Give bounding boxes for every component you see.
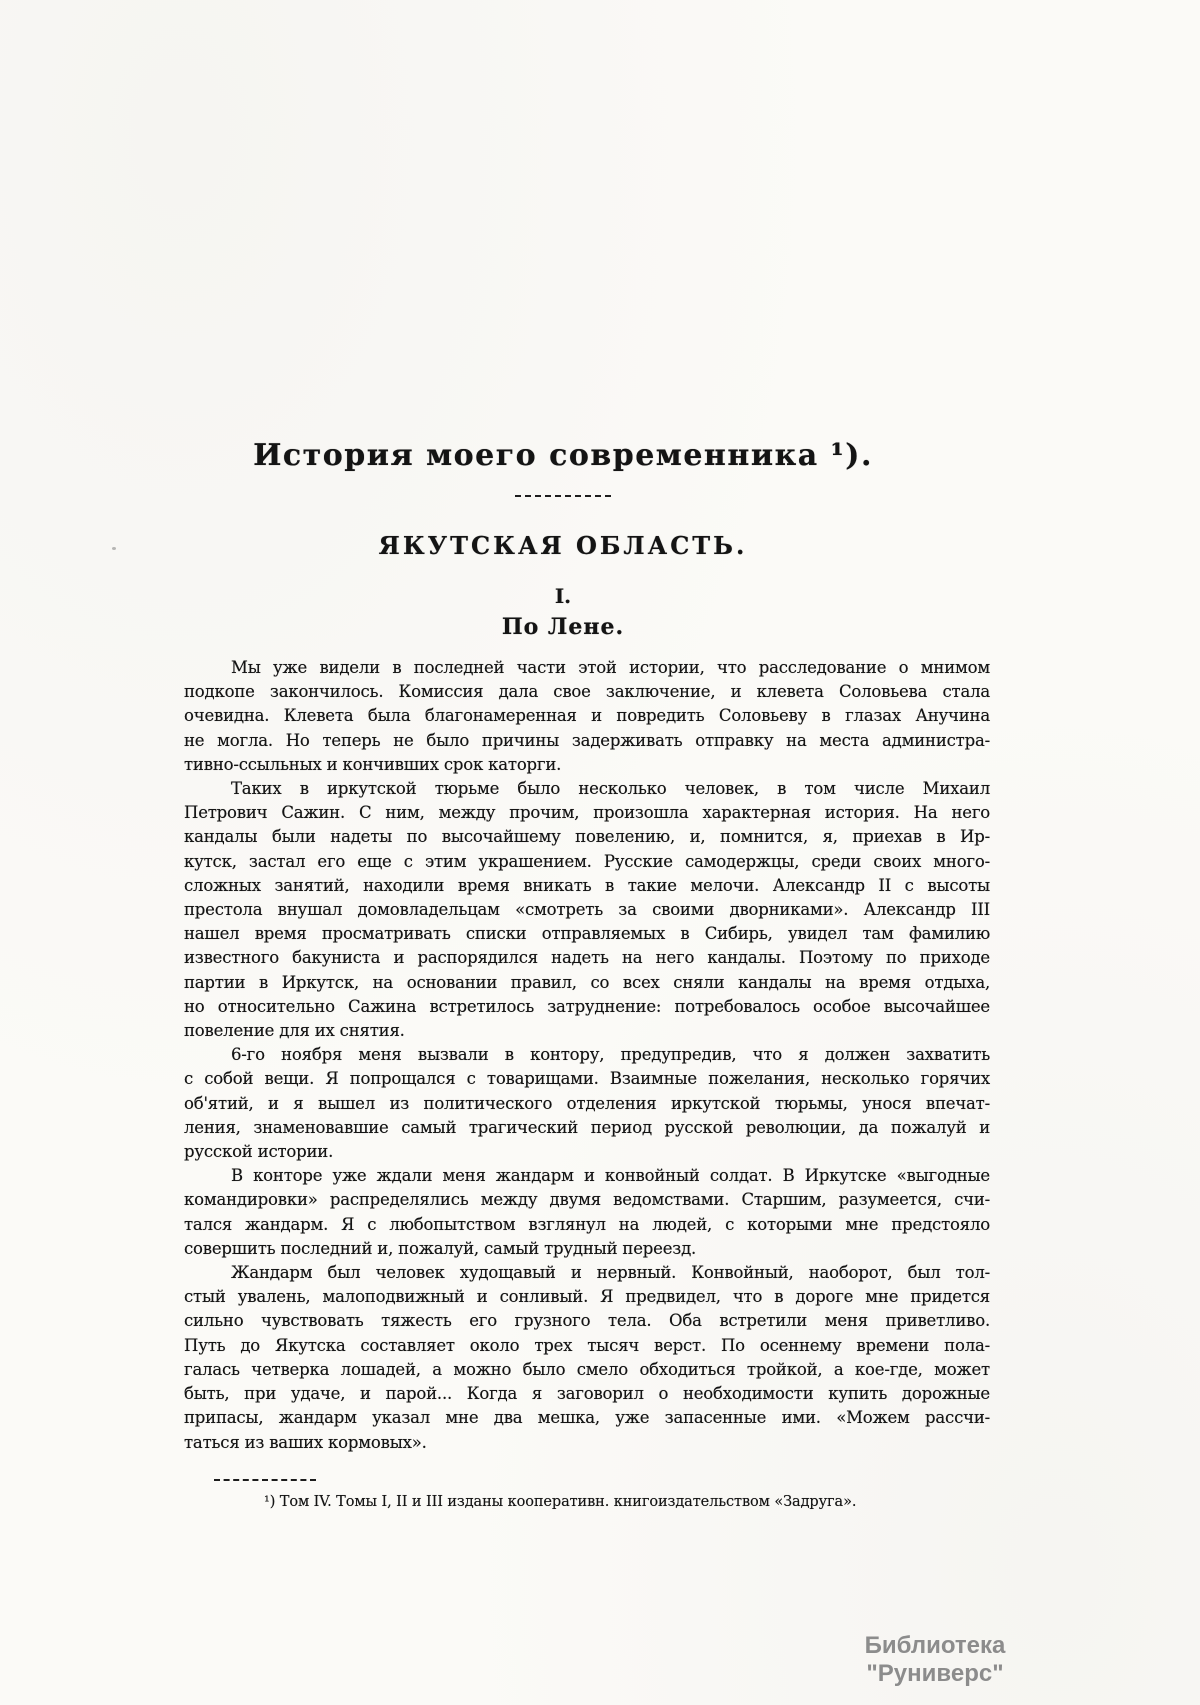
text-line: престола внушал домовладельцам «смотреть за своими дворниками». Александр III <box>184 900 990 920</box>
chapter-title: По Лене. <box>501 614 625 640</box>
page-title: История моего современника ¹). <box>253 438 873 473</box>
paragraph <box>184 656 990 777</box>
text-line: командировки» распределялись между двумя ведомствами. Старшим, разумеется, счи- <box>184 1190 990 1210</box>
footnote-text: ¹) Том IV. Томы I, II и III изданы кооперативн. книгоиздательством «Задруга». <box>264 1494 857 1510</box>
text-line: об'ятий, и я вышел из политического отделения иркутской тюрьмы, унося впечат- <box>184 1093 990 1113</box>
text-line: Петрович Сажин. С ним, между прочим, произошла характерная история. На него <box>184 803 990 823</box>
text-line: Путь до Якутска составляет около трех тысяч верст. По осеннему времени пола- <box>184 1335 990 1355</box>
text-line: 6-го ноября меня вызвали в контору, предупредив, что я должен захватить <box>231 1045 990 1065</box>
text-line: подкопе закончилось. Комиссия дала свое заключение, и клевета Соловьева стала <box>184 682 990 702</box>
chapter-number: I. <box>554 584 572 608</box>
footnote-divider <box>214 1479 316 1481</box>
text-line: партии в Иркутск, на основании правил, со всех сняли кандалы на время отдыха, <box>184 972 990 992</box>
text-line: повеление для их снятия. <box>184 1021 405 1041</box>
text-line: быть, при удаче, и парой... Когда я заговорил о необходимости купить дорожные <box>184 1384 990 1404</box>
text-line: Жандарм был человек худощавый и нервный. Конвойный, наоборот, был тол- <box>231 1263 990 1283</box>
text-line: очевидна. Клевета была благонамеренная и повредить Соловьеву в глазах Анучина <box>184 706 990 726</box>
text-line: русской истории. <box>184 1142 334 1162</box>
paragraph <box>184 777 990 1043</box>
section-heading: ЯКУТСКАЯ ОБЛАСТЬ. <box>378 531 748 560</box>
text-line: стый увалень, малоподвижный и сонливый. Я предвидел, что в дороге мне придется <box>184 1287 990 1307</box>
text-line: ления, знаменовавшие самый трагический период русской революции, да пожалуй и <box>184 1117 990 1137</box>
text-line: сложных занятий, находили время вникать в такие мелочи. Александр II с высоты <box>184 875 990 895</box>
text-line: но относительно Сажина встретилось затруднение: потребовалось особое высочайшее <box>184 996 990 1016</box>
paragraph <box>184 1164 990 1261</box>
text-line: припасы, жандарм указал мне два мешка, уже запасенные ими. «Можем рассчи- <box>184 1408 990 1428</box>
scan-speckle <box>112 547 116 550</box>
title-divider <box>515 495 611 497</box>
text-line: Мы уже видели в последней части этой истории, что расследование о мнимом <box>231 658 990 677</box>
text-line: кандалы были надеты по высочайшему повелению, и, помнится, я, приехав в Ир- <box>184 827 990 847</box>
text-line: нашел время просматривать списки отправляемых в Сибирь, увидел там фамилию <box>184 924 990 944</box>
text-line: сильно чувствовать тяжесть его грузного тела. Оба встретили меня приветливо. <box>184 1311 990 1331</box>
text-line: совершить последний и, пожалуй, самый трудный переезд. <box>184 1238 697 1258</box>
body-text <box>184 656 990 1455</box>
paragraph <box>184 1261 990 1455</box>
scan-speckle <box>196 1003 199 1006</box>
text-line: Таких в иркутской тюрьме было несколько человек, в том числе Михаил <box>231 779 990 799</box>
text-line: таться из ваших кормовых». <box>184 1432 427 1452</box>
text-line: тался жандарм. Я с любопытством взглянул на людей, с которыми мне предстояло <box>184 1214 990 1234</box>
text-line: тивно-ссыльных и кончивших срок каторги. <box>184 754 562 774</box>
text-line: кутск, застал его еще с этим украшением. Русские самодержцы, среди своих много- <box>184 851 990 871</box>
text-line: известного бакуниста и распорядился надеть на него кандалы. Поэтому по приходе <box>184 948 990 968</box>
text-line: галась четверка лошадей, а можно было смело обходиться тройкой, а кое-где, может <box>184 1359 990 1379</box>
text-line: с собой вещи. Я попрощался с товарищами. Взаимные пожелания, несколько горячих <box>184 1069 990 1089</box>
text-line: В конторе уже ждали меня жандарм и конвойный солдат. В Иркутске «выгодные <box>231 1166 990 1186</box>
watermark: Библиотека "Руниверс" <box>864 1632 1006 1687</box>
text-line: не могла. Но теперь не было причины задерживать отправку на места администра- <box>184 730 990 750</box>
paragraph <box>184 1043 990 1164</box>
